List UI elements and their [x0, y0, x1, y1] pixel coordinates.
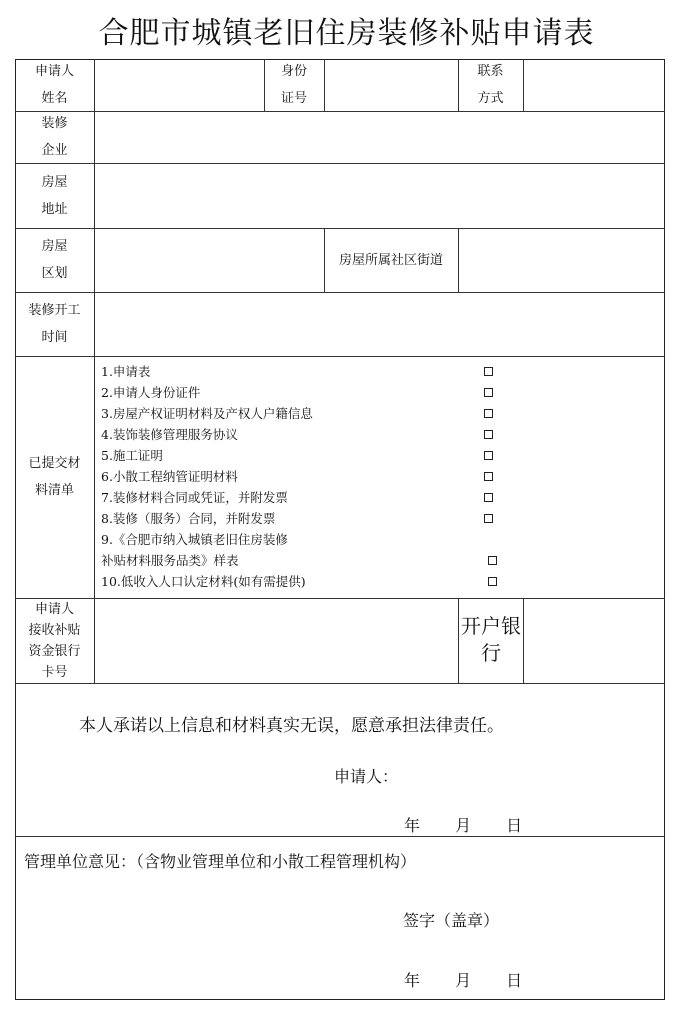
- label-line: 银行: [481, 614, 521, 665]
- label-line: 料清单: [34, 483, 74, 498]
- label-line: 时间: [41, 330, 68, 345]
- label-materials: [15, 356, 94, 598]
- id-number-field[interactable]: [324, 59, 458, 111]
- label-district: [15, 228, 94, 292]
- label-line: 房屋: [41, 174, 68, 190]
- label-line: 申请人: [34, 64, 74, 79]
- label-line: 区划: [41, 266, 68, 281]
- label-line: 房屋: [41, 239, 68, 254]
- label-line: 企业: [41, 143, 68, 158]
- checkbox[interactable]: [484, 493, 493, 502]
- list-item: 7.装修材料合同或凭证，并附发票: [101, 490, 288, 505]
- label-line: 联系: [477, 64, 504, 79]
- row-divider: [15, 356, 665, 357]
- list-item: 3.房屋产权证明材料及产权人户籍信息: [101, 406, 313, 421]
- list-item: 8.装修（服务）合同，并附发票: [101, 511, 276, 526]
- checkbox[interactable]: [484, 367, 493, 376]
- list-item: 1.申请表: [101, 364, 151, 379]
- label-line: 房屋所属社区街道: [338, 252, 443, 268]
- label-line: 资金银行: [28, 643, 81, 659]
- checkbox[interactable]: [484, 388, 493, 397]
- label-line: 姓名: [41, 91, 68, 106]
- label-line: 地址: [41, 201, 68, 217]
- list-item: 10.低收入人口认定材料(如有需提供): [101, 574, 306, 589]
- label-id-number: [264, 59, 324, 111]
- label-line: 接收补贴: [28, 622, 81, 638]
- label-line: 已提交材: [28, 456, 81, 471]
- applicant-name-field[interactable]: [94, 59, 264, 111]
- label-contact: [458, 59, 523, 111]
- list-item: 补贴材料服务品类》样表: [101, 553, 239, 568]
- list-item: 9.《合肥市纳入城镇老旧住房装修: [101, 532, 288, 547]
- address-field[interactable]: [94, 163, 665, 228]
- label-line: 身份: [280, 64, 307, 79]
- bank-card-field[interactable]: [94, 598, 458, 683]
- checkbox[interactable]: [484, 409, 493, 418]
- management-signature-label: 签字（盖章）: [403, 911, 500, 930]
- applicant-date: 年 月 日: [404, 816, 523, 835]
- label-line: 开户: [461, 614, 501, 638]
- checkbox[interactable]: [488, 577, 497, 586]
- checkbox[interactable]: [484, 514, 493, 523]
- company-field[interactable]: [94, 111, 665, 163]
- label-line: 申请人: [34, 601, 74, 617]
- checkbox[interactable]: [488, 556, 497, 565]
- list-item: 6.小散工程纳管证明材料: [101, 469, 238, 484]
- checkbox[interactable]: [484, 451, 493, 460]
- contact-field[interactable]: [523, 59, 665, 111]
- label-start-time: [15, 292, 94, 356]
- label-applicant-name: [15, 59, 94, 111]
- label-line: 证号: [280, 91, 307, 106]
- checkbox[interactable]: [484, 472, 493, 481]
- label-bank: [458, 613, 524, 667]
- label-line: 装修开工: [28, 303, 81, 318]
- label-company: [15, 111, 94, 163]
- pledge-text: 本人承诺以上信息和材料真实无误，愿意承担法律责任。: [79, 716, 504, 736]
- label-bank-card: [15, 598, 94, 683]
- label-line: 装修: [41, 116, 68, 131]
- management-date: 年 月 日: [404, 971, 523, 990]
- list-item: 4.装饰装修管理服务协议: [101, 427, 238, 442]
- row-divider: [15, 683, 665, 684]
- applicant-signature-label: 申请人：: [334, 767, 399, 786]
- form-title: 合肥市城镇老旧住房装修补贴申请表: [98, 16, 595, 51]
- list-item: 2.申请人身份证件: [101, 385, 201, 400]
- list-item: 5.施工证明: [101, 448, 163, 463]
- label-address: [15, 163, 94, 228]
- management-opinion-label: 管理单位意见：（含物业管理单位和小散工程管理机构）: [24, 852, 417, 871]
- district-field[interactable]: [94, 228, 324, 292]
- start-time-field[interactable]: [94, 292, 665, 356]
- label-line: 卡号: [41, 664, 68, 680]
- checkbox[interactable]: [484, 430, 493, 439]
- row-divider: [15, 836, 665, 837]
- community-field[interactable]: [458, 228, 665, 292]
- label-line: 方式: [477, 91, 504, 106]
- bank-field[interactable]: [523, 598, 665, 683]
- label-community: [324, 228, 458, 292]
